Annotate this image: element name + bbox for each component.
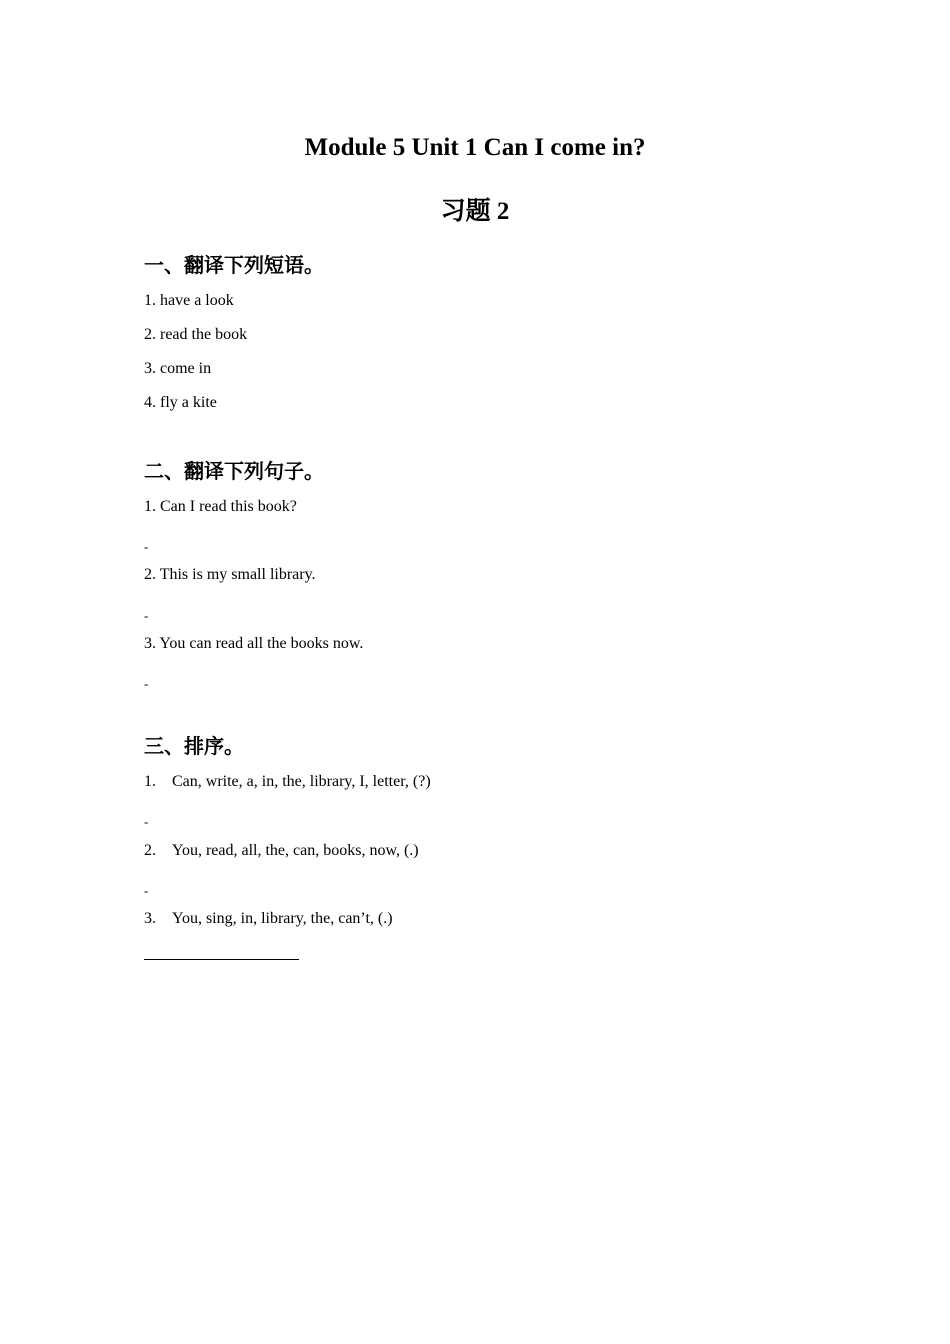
answer-blank: - (144, 608, 149, 623)
item-number: 1. (144, 773, 156, 790)
item-number: 2. (144, 842, 156, 859)
item-words: You, sing, in, library, the, can’t, (.) (172, 910, 393, 927)
item-words: You, read, all, the, can, books, now, (.) (172, 842, 419, 859)
answer-line (144, 959, 299, 960)
document-title: Module 5 Unit 1 Can I come in? (304, 134, 646, 161)
answer-blank: - (144, 539, 149, 554)
phrase-item: 4. fly a kite (144, 394, 217, 411)
ordering-item (144, 909, 393, 929)
item-number: 3. (144, 910, 156, 927)
sentence-item: 3. You can read all the books now. (144, 635, 364, 652)
section-3-heading: 三、排序。 (144, 734, 244, 758)
ordering-item (144, 772, 431, 792)
answer-blank: - (144, 814, 149, 829)
phrase-item: 1. have a look (144, 292, 234, 309)
sentence-item: 1. Can I read this book? (144, 498, 297, 515)
section-2-heading: 二、翻译下列句子。 (144, 459, 324, 483)
answer-blank: - (144, 676, 149, 691)
document-subtitle: 习题 2 (440, 198, 510, 225)
answer-blank: - (144, 883, 149, 898)
item-words: Can, write, a, in, the, library, I, letter, (?) (172, 773, 431, 790)
phrase-item: 3. come in (144, 360, 212, 377)
ordering-item (144, 841, 419, 861)
phrase-item: 2. read the book (144, 326, 248, 343)
section-1-heading: 一、翻译下列短语。 (144, 253, 324, 277)
sentence-item: 2. This is my small library. (144, 566, 316, 583)
